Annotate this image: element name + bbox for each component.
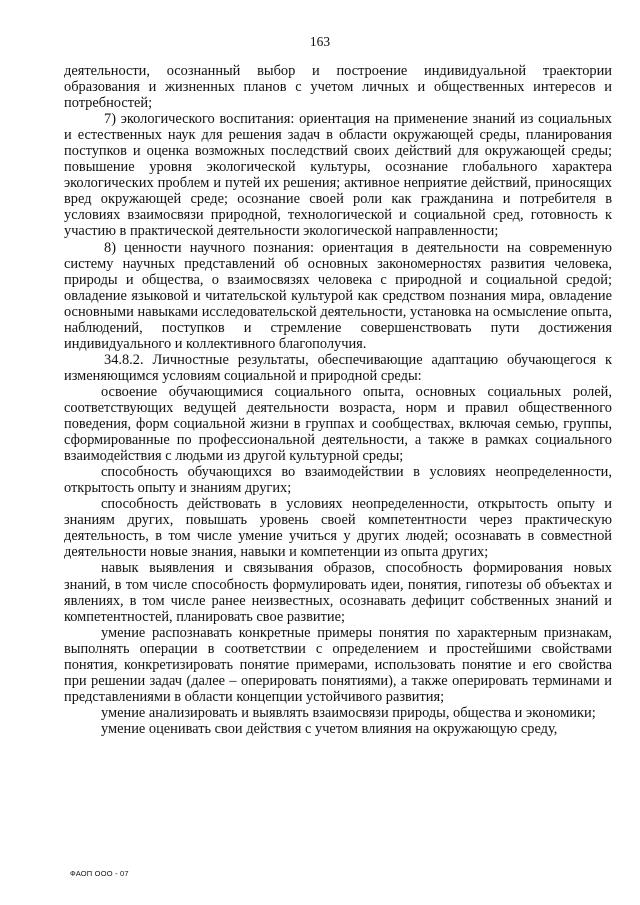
paragraph-social-experience: освоение обучающимися социального опыта, основных социальных ролей, соответствующих ведущей деятельности возраста, норм и правил общественного поведения, форм социальной жизни в группах и сообществах, включая семью, группы, сформированные по профессиональной деятельности, а также в рамках социального взаимодействия с людьми из другой культурной среды;	[64, 383, 612, 465]
footer-document-code: ФАОП ООО - 07	[70, 869, 129, 878]
paragraph-ecological-education: 7) экологического воспитания: ориентация на применение знаний из социальных и естественных наук для решения задач в области окружающей среды, планирования поступков и оценка возможных последствий своих действий для окружающей среды; повышение уровня экологической культуры, осознание глобального характера экологических проблем и путей их решения; активное неприятие действий, приносящих вред окружающей среде; осознание своей роли как гражданина и потребителя в условиях взаимосвязи природной, технологической и социальной сред, готовность к участию в практической деятельности экологической направленности;	[64, 111, 612, 240]
paragraph-scientific-values: 8) ценности научного познания: ориентация в деятельности на современную систему научных представлений об основных закономерностях развития человека, природы и общества, о взаимосвязях человека с природной и социальной средой; овладение языковой и читательской культурой как средством познания мира, овладение основными навыками исследовательской деятельности, установка на осмысление опыта, наблюдений, поступков и стремление совершенствовать пути достижения индивидуального и коллективного благополучия.	[64, 239, 612, 352]
paragraph-analyze-relations: умение анализировать и выявлять взаимосвязи природы, общества и экономики;	[101, 704, 596, 721]
paragraph-section-34-8-2: 34.8.2. Личностные результаты, обеспечивающие адаптацию обучающегося к изменяющимся условиям социальной и природной среды:	[64, 351, 612, 384]
paragraph-image-linking: навык выявления и связывания образов, способность формирования новых знаний, в том числе способность формулировать идеи, понятия, гипотезы об объектах и явлениях, в том числе ранее неизвестных, осознавать дефицит собственных знаний и компетентностей, планировать свое развитие;	[64, 560, 612, 625]
paragraph-continuation: деятельности, осознанный выбор и построение индивидуальной траектории образования и жизненных планов с учетом личных и общественных интересов и потребностей;	[64, 63, 612, 112]
paragraph-interaction-ability: способность обучающихся во взаимодействии в условиях неопределенности, открытость опыту и знаниям других;	[64, 464, 612, 497]
document-body	[64, 63, 612, 737]
page-number: 163	[309, 34, 331, 49]
paragraph-evaluate-actions: умение оценивать свои действия с учетом влияния на окружающую среду,	[101, 720, 558, 737]
paragraph-recognize-concepts: умение распознавать конкретные примеры понятия по характерным признакам, выполнять операции в соответствии с определением и простейшими свойствами понятия, конкретизировать понятие примерами, использовать понятие и его свойства при решении задач (далее – оперировать понятиями), а также оперировать терминами и представлениями в области концепции устойчивого развития;	[64, 624, 612, 705]
paragraph-acting-uncertainty: способность действовать в условиях неопределенности, открытость опыту и знаниям других, повышать уровень своей компетентности через практическую деятельность, в том числе умение учиться у других людей; осознавать в совместной деятельности новые знания, навыки и компетенции из опыта других;	[64, 496, 612, 561]
